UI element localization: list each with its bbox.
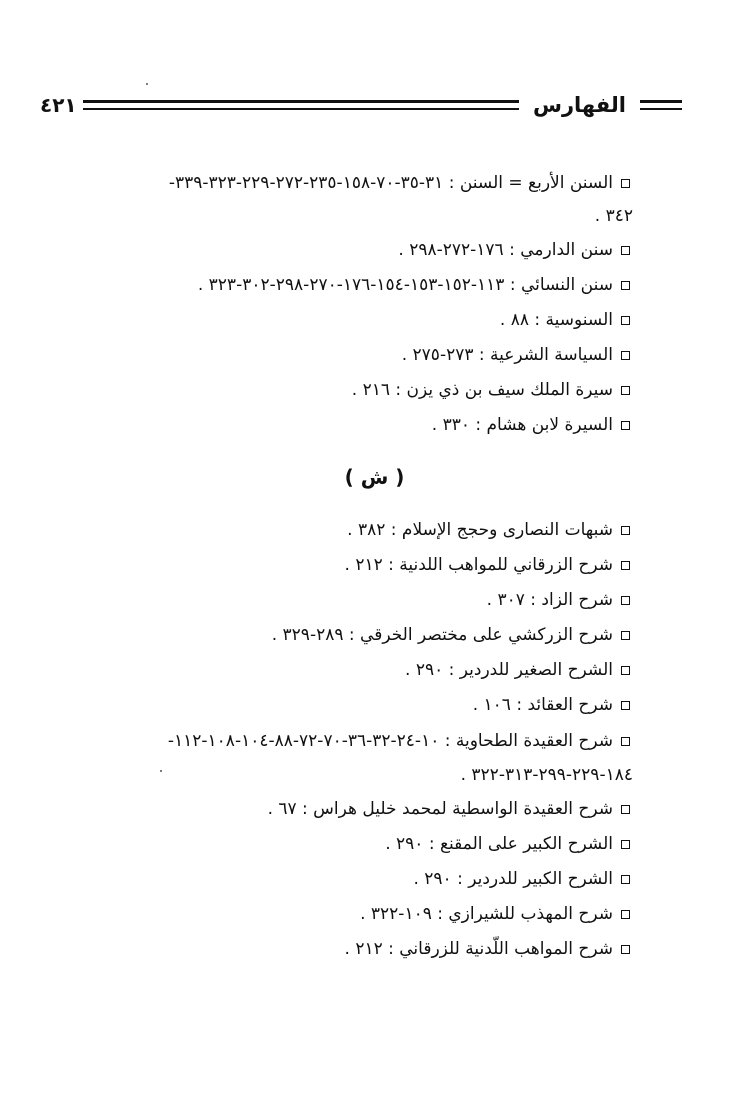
- entry-text: شرح العقائد : ١٠٦ .: [472, 695, 613, 715]
- index-entry: [268, 794, 630, 824]
- page-title: الفهارس: [532, 93, 626, 117]
- scan-speck: [160, 770, 162, 772]
- bullet-square-icon: [621, 840, 630, 849]
- bullet-square-icon: [621, 561, 630, 570]
- index-entry: [487, 585, 630, 615]
- entry-text: الشرح الصغير للدردير : ٢٩٠ .: [405, 660, 613, 680]
- index-entry: [413, 864, 630, 894]
- page-number: ٤٢١: [40, 93, 77, 117]
- entry-text: شرح المهذب للشيرازي : ١٠٩-٣٢٢ .: [360, 904, 613, 924]
- bullet-square-icon: [621, 386, 630, 395]
- entry-text: شرح العقيدة الطحاوية : ١٠-٢٤-٣٢-٣٦-٧٠-٧٢-٨٨-١٠٤-١٠٨-١١٢-: [167, 731, 613, 751]
- entry-text: السيرة لابن هشام : ٣٣٠ .: [431, 415, 613, 435]
- index-entry: [169, 168, 630, 198]
- entry-text: شرح الزاد : ٣٠٧ .: [486, 590, 613, 610]
- entry-text: الشرح الكبير على المقنع : ٢٩٠ .: [385, 834, 613, 854]
- bullet-square-icon: [621, 246, 630, 255]
- entry-text: شرح الزركشي على مختصر الخرقي : ٢٨٩-٣٢٩ .: [271, 625, 613, 645]
- entry-text: السياسة الشرعية : ٢٧٣-٢٧٥ .: [401, 345, 613, 365]
- bullet-square-icon: [621, 910, 630, 919]
- bullet-square-icon: [621, 945, 630, 954]
- entry-text: شرح المواهب اللّدنية للزرقاني : ٢١٢ .: [344, 939, 613, 959]
- header-rule-short: [640, 100, 682, 110]
- index-entry: [402, 340, 630, 370]
- entry-text: الشرح الكبير للدردير : ٢٩٠ .: [413, 869, 613, 889]
- bullet-square-icon: [621, 805, 630, 814]
- entry-text: سنن الدارمي : ١٧٦-٢٧٢-٢٩٨ .: [398, 240, 613, 260]
- bullet-square-icon: [621, 351, 630, 360]
- bullet-square-icon: [621, 316, 630, 325]
- entry-text: شرح العقيدة الواسطية لمحمد خليل هراس : ٦٧ .: [267, 799, 613, 819]
- index-entry: [500, 305, 630, 335]
- header-rule-long: [83, 100, 519, 110]
- bullet-square-icon: [621, 875, 630, 884]
- index-entry: [360, 899, 630, 929]
- section-heading: ( ش ): [344, 465, 405, 489]
- index-entry: [405, 655, 630, 685]
- index-entry: [398, 235, 630, 265]
- bullet-square-icon: [621, 666, 630, 675]
- bullet-square-icon: [621, 737, 630, 746]
- index-entry: [352, 375, 630, 405]
- entry-continuation: ١٨٤-٢٢٩-٢٩٩-٣١٣-٣٢٢ .: [460, 765, 633, 785]
- bullet-square-icon: [621, 631, 630, 640]
- scan-speck: [146, 83, 148, 85]
- bullet-square-icon: [621, 179, 630, 188]
- index-entry: [168, 726, 630, 756]
- bullet-square-icon: [621, 701, 630, 710]
- index-entry: [272, 620, 630, 650]
- index-entry: [473, 690, 630, 720]
- entry-text: السنوسية : ٨٨ .: [499, 310, 613, 330]
- index-entry: [385, 829, 630, 859]
- bullet-square-icon: [621, 421, 630, 430]
- entry-continuation: ٣٤٢ .: [594, 206, 633, 226]
- index-entry: [347, 515, 630, 545]
- index-entry: [345, 934, 631, 964]
- bullet-square-icon: [621, 526, 630, 535]
- bullet-square-icon: [621, 596, 630, 605]
- entry-text: سيرة الملك سيف بن ذي يزن : ٢١٦ .: [351, 380, 613, 400]
- entry-text: شبهات النصارى وحجج الإسلام : ٣٨٢ .: [347, 520, 613, 540]
- entry-text: شرح الزرقاني للمواهب اللدنية : ٢١٢ .: [344, 555, 613, 575]
- index-entry: [198, 270, 630, 300]
- entry-text: السنن الأربع = السنن : ٣١-٣٥-٧٠-١٥٨-٢٣٥-٢٧٢-٢٢٩-٣٢٣-٣٣٩-: [168, 173, 613, 193]
- entry-text: سنن النسائي : ١١٣-١٥٢-١٥٣-١٥٤-١٧٦-٢٧٠-٢٩٨-٣٠٢-٣٢٣ .: [197, 275, 613, 295]
- index-entry: [345, 550, 631, 580]
- page-header: [40, 92, 682, 118]
- index-entry: [432, 410, 630, 440]
- bullet-square-icon: [621, 281, 630, 290]
